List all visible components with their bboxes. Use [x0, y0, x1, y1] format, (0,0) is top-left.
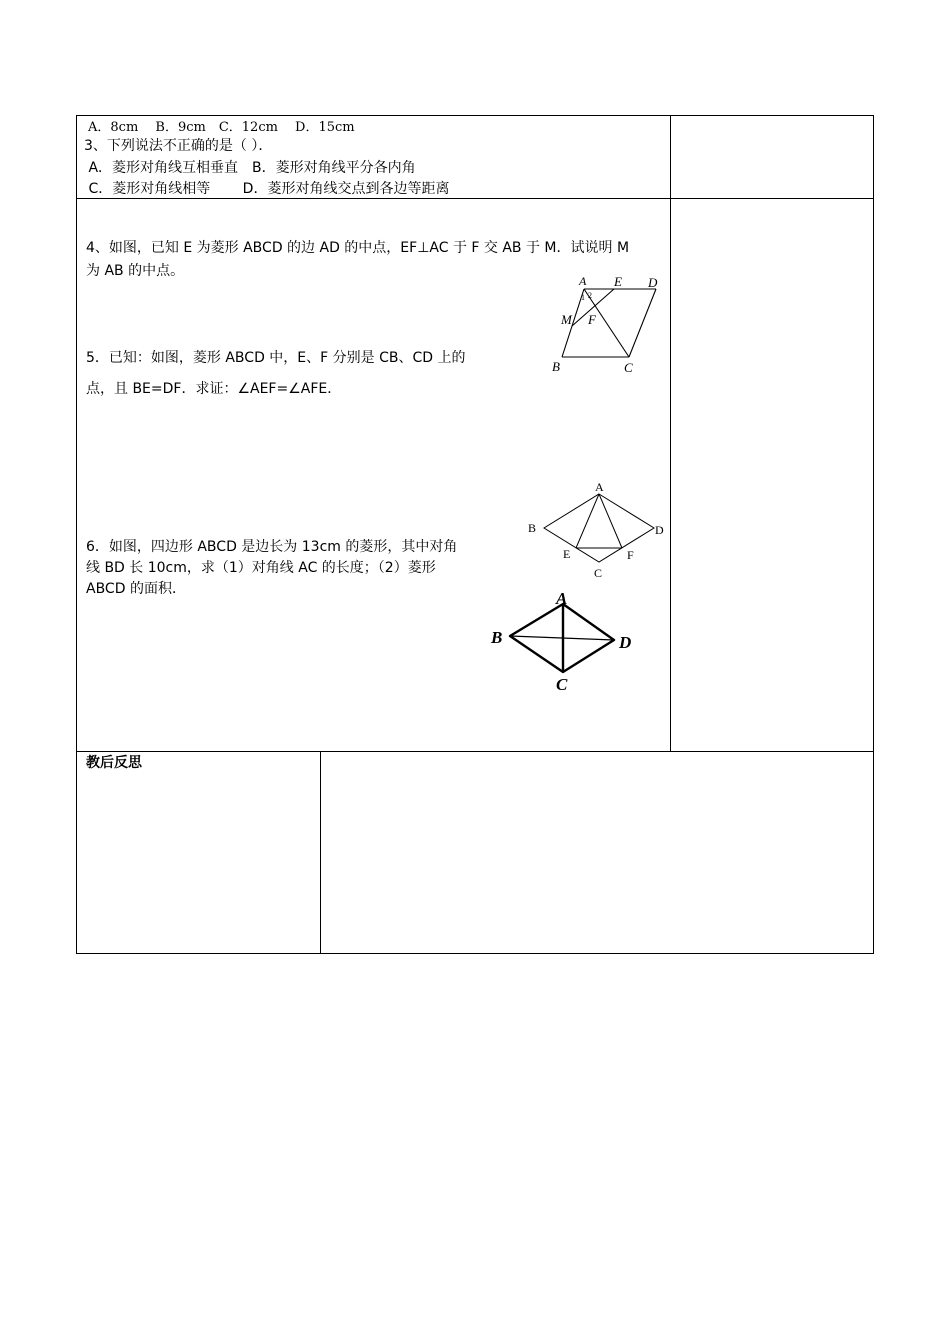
fig5-label-a: A — [595, 480, 604, 494]
fig4-label-b: B — [552, 359, 560, 374]
fig5-label-c: C — [594, 566, 603, 580]
figure-q4-parallelogram — [548, 270, 668, 380]
q4-line-1: 4、如图，已知 E 为菱形 ABCD 的边 AD 的中点，EF⊥AC 于 F 交 AB 于 M．试说明 M — [86, 240, 630, 256]
fig4-side-dc — [629, 289, 656, 357]
fig5-label-b: B — [528, 521, 537, 535]
fig5-label-f: F — [627, 548, 634, 562]
fig5-rhombus-outline — [544, 494, 654, 562]
fig5-segment-af — [599, 494, 622, 548]
reflection-content-cell — [320, 751, 874, 954]
reflection-title: 教后反思 — [86, 755, 142, 771]
q6-line-3: ABCD 的面积． — [86, 581, 186, 597]
fig5-label-e: E — [563, 547, 571, 561]
q3-stem: 3、下列说法不正确的是（ ）． — [84, 138, 273, 154]
fig6-label-d: D — [619, 633, 632, 652]
fig4-label-1: 1 — [581, 293, 585, 302]
fig4-label-m: M — [561, 312, 572, 327]
figure-q6-rhombus — [488, 586, 648, 698]
fig6-label-b: B — [491, 628, 503, 647]
figure-q5-rhombus — [524, 478, 670, 582]
q3-choices-ab: A．菱形对角线互相垂直 B．菱形对角线平分各内角 — [84, 160, 416, 176]
fig6-label-a: A — [556, 589, 568, 608]
q5-line-1: 5．已知：如图，菱形 ABCD 中，E、F 分别是 CB、CD 上的 — [86, 350, 466, 366]
q4-line-2: 为 AB 的中点。 — [86, 263, 185, 279]
q6-line-2: 线 BD 长 10cm，求（1）对角线 AC 的长度；（2）菱形 — [86, 560, 436, 576]
q5-line-2: 点，且 BE=DF．求证：∠AEF=∠AFE． — [86, 381, 342, 397]
fig4-label-2: 2 — [588, 291, 592, 300]
q6-line-1: 6．如图，四边形 ABCD 是边长为 13cm 的菱形，其中对角 — [86, 539, 458, 555]
q3-choices-cd: C．菱形对角线相等 D．菱形对角线交点到各边等距离 — [84, 181, 450, 197]
fig4-label-a: A — [579, 274, 587, 288]
fig5-segment-ae — [576, 494, 599, 548]
fig4-label-f: F — [588, 312, 596, 327]
fig4-label-d: D — [648, 275, 658, 290]
fig4-label-e: E — [614, 274, 622, 289]
reflection-label-cell — [76, 751, 321, 954]
fig6-label-c: C — [556, 675, 568, 694]
notes-cell-top — [670, 115, 874, 199]
notes-cell-main — [670, 198, 874, 752]
fig4-label-c: C — [624, 360, 633, 375]
q2-choices: A．8cm B．9cm C．12cm D．15cm — [88, 120, 355, 135]
fig5-label-d: D — [655, 523, 664, 537]
